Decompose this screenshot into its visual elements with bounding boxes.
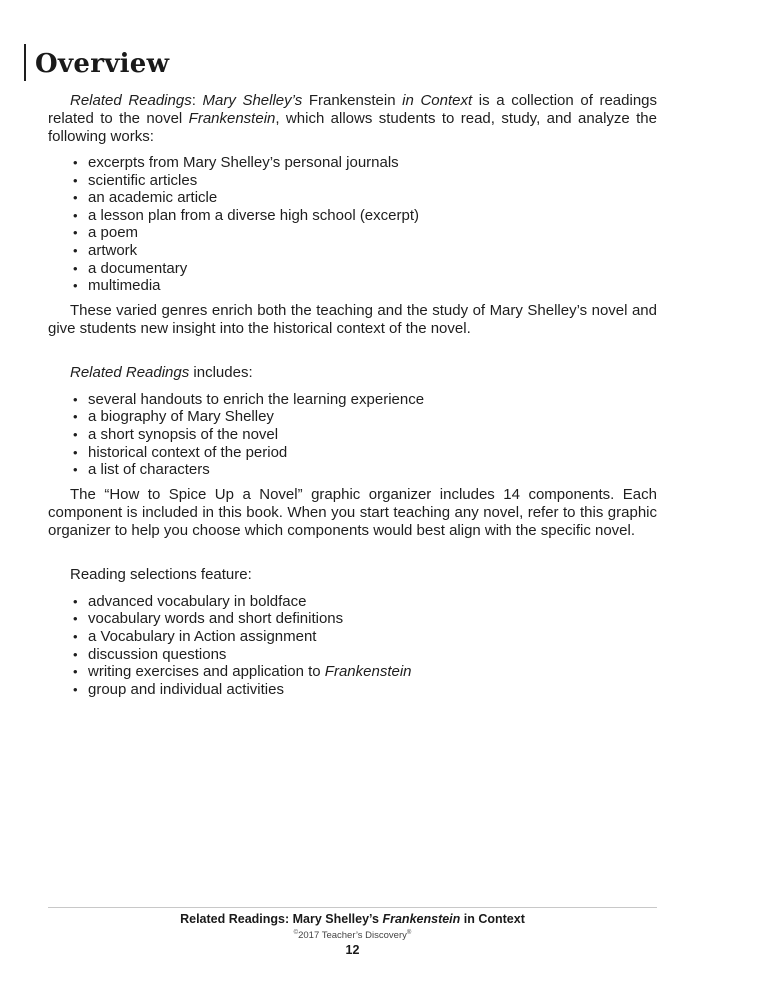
intro-paragraph: Related Readings: Mary Shelley’s Frankenstein in Context is a collection of readings related to the novel Frankenstein, which allows students to read, study, and analyze the following works: (48, 92, 658, 145)
bullet-icon: • (73, 242, 78, 258)
bullet-icon: • (73, 278, 78, 294)
list-item: • vocabulary words and short definitions (73, 610, 344, 628)
genres-paragraph: These varied genres enrich both the teaching and the study of Mary Shelley’s novel and give students new insight into the historical context of the novel. (48, 301, 657, 337)
list-item: • scientific articles (73, 171, 198, 189)
bullet-icon: • (73, 664, 78, 680)
list-item: • group and individual activities (73, 680, 284, 698)
list-item: • writing exercises and application to Frankenstein (73, 663, 412, 681)
organizer-paragraph: The “How to Spice Up a Novel” graphic organizer includes 14 components. Each component is included in this book. When you start teaching any novel, refer to this graphic organizer to help you choose which components would best align with the specific novel. (48, 485, 657, 539)
list-item: • several handouts to enrich the learning experience (73, 390, 425, 408)
includes-list (48, 391, 657, 479)
list-item: • excerpts from Mary Shelley’s personal journals (73, 154, 399, 171)
list-item: • historical context of the period (73, 443, 288, 461)
list-item: • discussion questions (73, 645, 227, 663)
list-item: • a documentary (73, 259, 188, 277)
list-item: • an academic article (73, 189, 218, 207)
works-list (48, 154, 657, 295)
bullet-icon: • (73, 462, 78, 478)
bullet-icon: • (73, 409, 78, 425)
bullet-icon: • (73, 391, 78, 407)
section-heading (24, 44, 169, 81)
bullet-icon: • (73, 611, 78, 627)
bullet-icon: • (73, 207, 78, 223)
includes-intro: Related Readings includes: (70, 363, 253, 381)
features-intro: Reading selections feature: (70, 565, 252, 583)
bullet-icon: • (73, 444, 78, 460)
list-item: • a biography of Mary Shelley (73, 408, 274, 426)
list-item: • a list of characters (73, 461, 210, 479)
page-number: 12 (345, 943, 360, 958)
bullet-icon: • (73, 155, 78, 170)
novel-title: Frankenstein (188, 110, 276, 127)
list-item: • artwork (73, 241, 138, 259)
bullet-icon: • (73, 225, 78, 241)
list-item: • a short synopsis of the novel (73, 425, 279, 443)
bullet-icon: • (73, 628, 78, 644)
bullet-icon: • (73, 426, 78, 442)
page-footer (48, 911, 657, 958)
novel-title: Frankenstein (324, 663, 412, 681)
list-item: • a lesson plan from a diverse high school (excerpt) (73, 206, 419, 224)
bullet-icon: • (73, 646, 78, 662)
footer-copyright: ©2017 Teacher’s Discovery® (293, 930, 412, 942)
features-list (48, 593, 657, 699)
bullet-icon: • (73, 681, 78, 697)
page-title: Overview (35, 49, 170, 79)
list-item: • a poem (73, 224, 139, 242)
list-item: • advanced vocabulary in boldface (73, 592, 307, 610)
list-item: • multimedia (73, 277, 161, 295)
bullet-icon: • (73, 190, 78, 206)
book-title-italic: Related Readings (70, 92, 192, 109)
bullet-icon: • (73, 172, 78, 188)
document-body (48, 92, 657, 698)
footer-divider (48, 907, 657, 908)
heading-accent-bar (24, 44, 26, 81)
bullet-icon: • (73, 593, 78, 609)
list-item: • a Vocabulary in Action assignment (73, 627, 317, 645)
bullet-icon: • (73, 260, 78, 276)
footer-book-title: Related Readings: Mary Shelley’s Frankenstein in Context (180, 912, 525, 926)
